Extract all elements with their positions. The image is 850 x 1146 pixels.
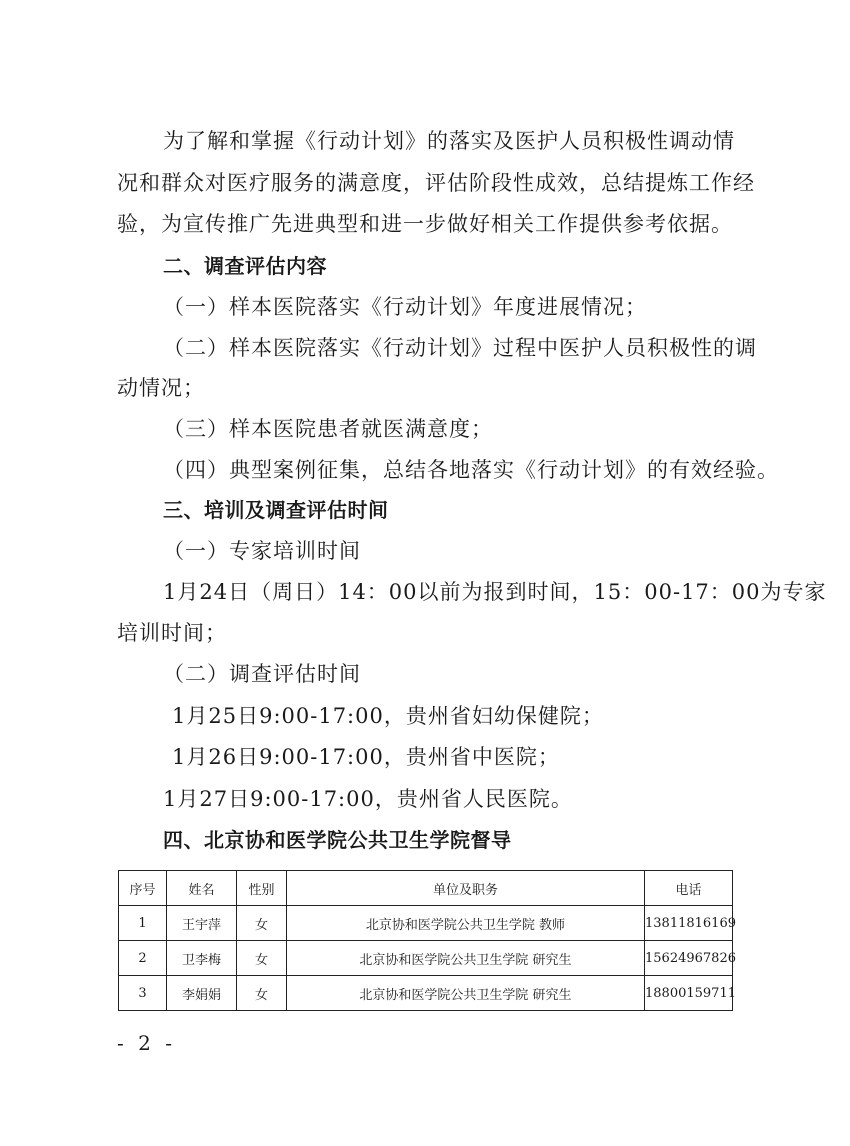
cell-phone: 13811816169: [645, 906, 733, 941]
cell-name: 卫李梅: [167, 941, 237, 976]
cell-index: 3: [119, 976, 167, 1011]
item-2-1: （一）样本医院落实《行动计划》年度进展情况；: [163, 295, 647, 319]
item-3-1-text-line-2: 培训时间；: [117, 621, 227, 645]
header-unit-position: 单位及职务: [287, 871, 645, 906]
section-3-heading: 三、培训及调查评估时间: [163, 498, 389, 522]
section-2-heading: 二、调查评估内容: [163, 254, 327, 278]
header-name: 姓名: [167, 871, 237, 906]
item-3-1-text-line-1: 1月24日（周日）14：00以前为报到时间，15：00-17：00为专家: [163, 580, 827, 604]
header-gender: 性别: [237, 871, 287, 906]
cell-gender: 女: [237, 941, 287, 976]
cell-gender: 女: [237, 906, 287, 941]
schedule-1: 1月25日9:00-17:00，贵州省妇幼保健院；: [172, 704, 604, 728]
item-2-2-line-2: 动情况；: [117, 376, 205, 400]
cell-index: 1: [119, 906, 167, 941]
cell-index: 2: [119, 941, 167, 976]
schedule-3: 1月27日9:00-17:00，贵州省人民医院。: [163, 787, 573, 811]
supervisor-table: [118, 870, 736, 1011]
header-index: 序号: [119, 871, 167, 906]
intro-line-3: 验，为宣传推广先进典型和进一步做好相关工作提供参考依据。: [117, 212, 733, 236]
cell-gender: 女: [237, 976, 287, 1011]
table-row: [119, 906, 733, 941]
item-2-4: （四）典型案例征集，总结各地落实《行动计划》的有效经验。: [163, 458, 779, 482]
cell-unit-position: 北京协和医学院公共卫生学院 研究生: [287, 976, 645, 1011]
intro-line-2: 况和群众对医疗服务的满意度，评估阶段性成效，总结提炼工作经: [117, 171, 755, 195]
item-2-3: （三）样本医院患者就医满意度；: [163, 417, 493, 441]
item-2-2-line-1: （二）样本医院落实《行动计划》过程中医护人员积极性的调: [163, 336, 757, 360]
cell-name: 王宇萍: [167, 906, 237, 941]
table-row: [119, 941, 733, 976]
header-phone: 电话: [645, 871, 733, 906]
cell-unit-position: 北京协和医学院公共卫生学院 教师: [287, 906, 645, 941]
cell-phone: 15624967826: [645, 941, 733, 976]
cell-name: 李娟娟: [167, 976, 237, 1011]
schedule-2: 1月26日9:00-17:00，贵州省中医院；: [172, 745, 560, 769]
cell-phone: 18800159711: [645, 976, 733, 1011]
section-4-heading: 四、北京协和医学院公共卫生学院督导: [163, 828, 512, 852]
table-header-row: [119, 871, 733, 906]
table-row: [119, 976, 733, 1011]
cell-unit-position: 北京协和医学院公共卫生学院 研究生: [287, 941, 645, 976]
item-3-2: （二）调查评估时间: [163, 662, 361, 686]
intro-line-1: 为了解和掌握《行动计划》的落实及医护人员积极性调动情: [163, 129, 735, 153]
page-number: - 2 -: [117, 1031, 176, 1055]
item-3-1: （一）专家培训时间: [163, 539, 361, 563]
